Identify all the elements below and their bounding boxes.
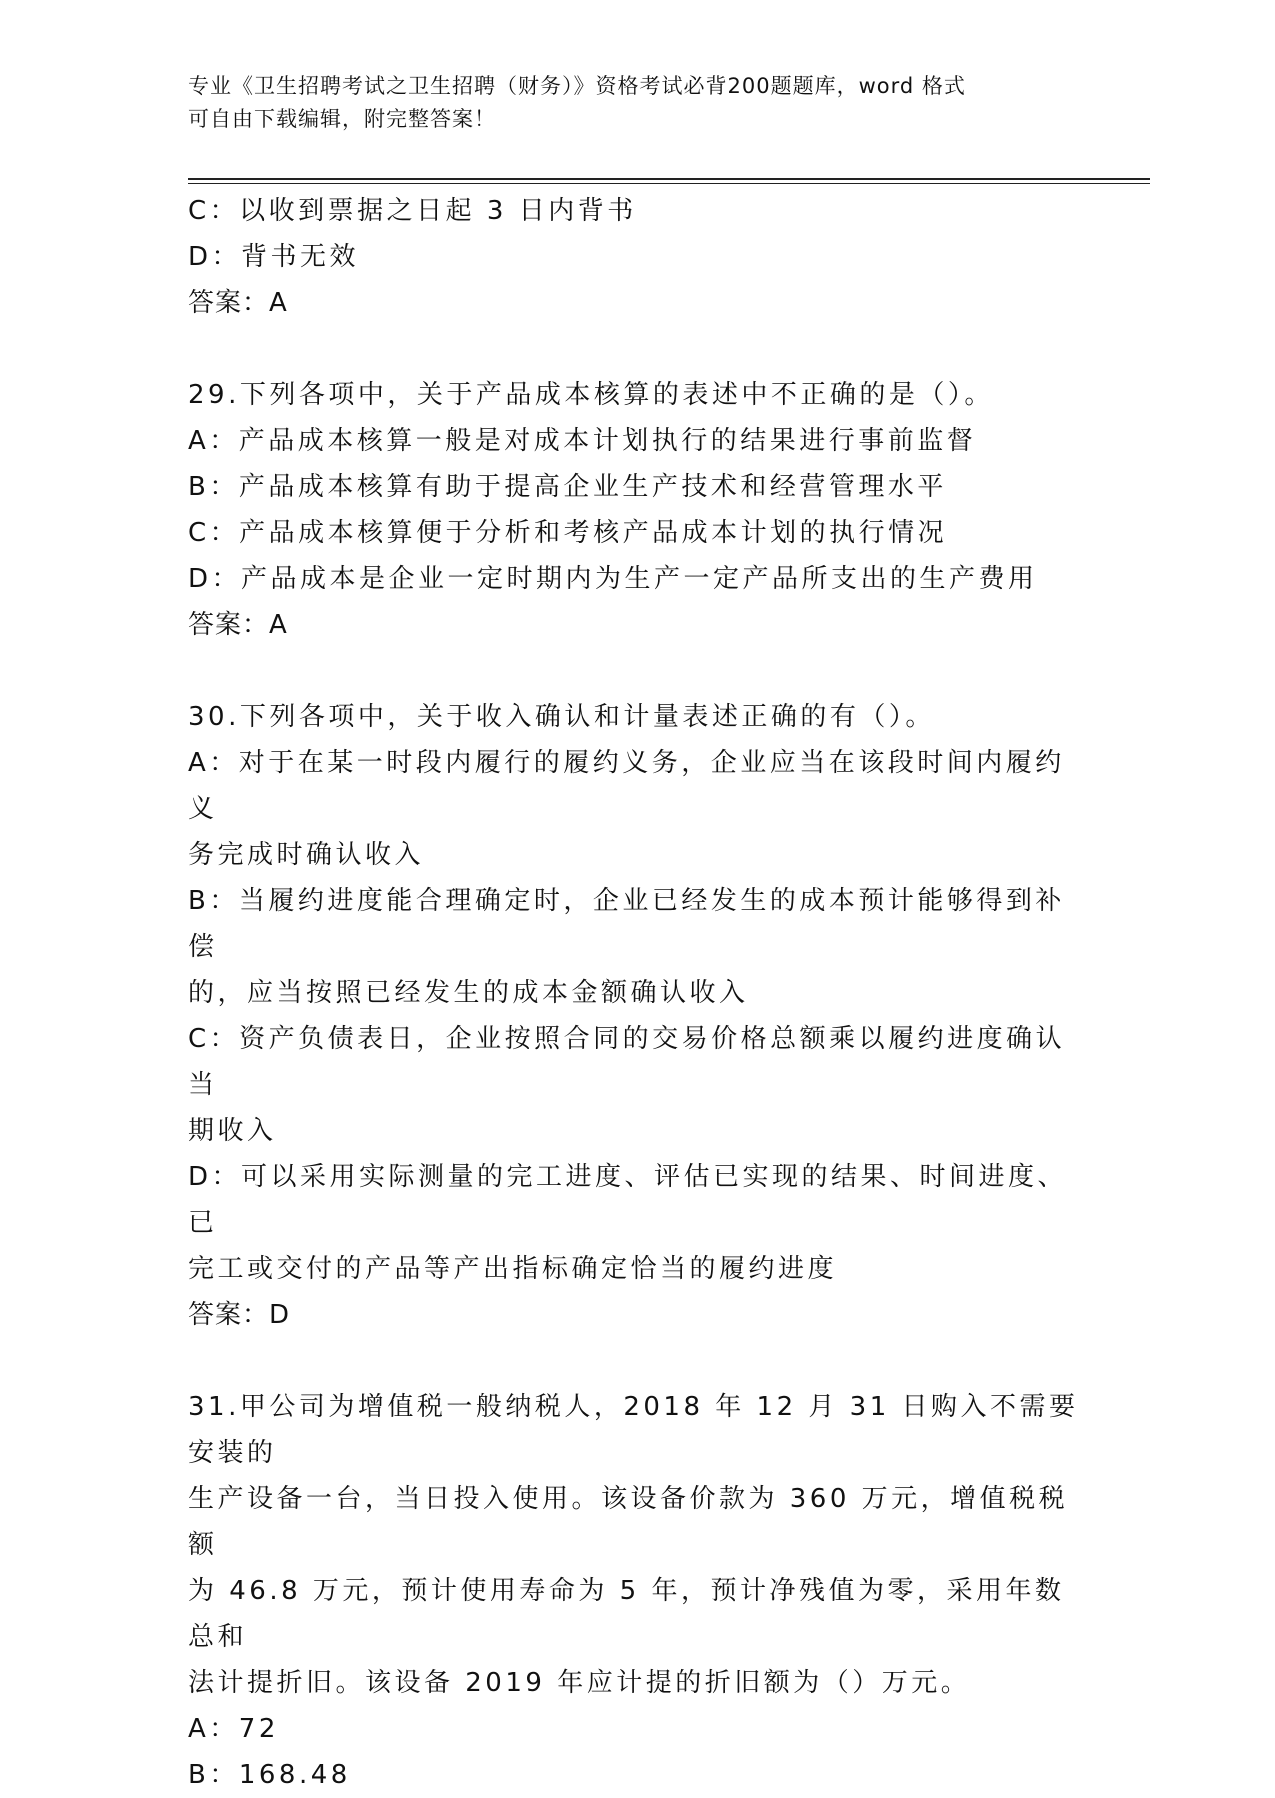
question-29-stem: 29.下列各项中，关于产品成本核算的表述中不正确的是（）。 <box>188 380 994 410</box>
question-28-answer: 答案：A <box>188 288 288 318</box>
question-30-option-c-line1: C：资产负债表日，企业按照合同的交易价格总额乘以履约进度确认当 <box>188 1024 1066 1100</box>
question-30-option-c-line2: 期收入 <box>188 1116 277 1146</box>
question-31-stem-line2: 生产设备一台，当日投入使用。该设备价款为 360 万元，增值税税额 <box>188 1484 1069 1560</box>
question-31-option-a: A：72 <box>188 1714 279 1744</box>
question-29 <box>188 372 1088 648</box>
question-30-option-d-line1: D：可以采用实际测量的完工进度、评估已实现的结果、时间进度、已 <box>188 1162 1068 1238</box>
question-30-option-b-line1: B：当履约进度能合理确定时，企业已经发生的成本预计能够得到补偿 <box>188 886 1065 962</box>
question-28-option-d: D：背书无效 <box>188 242 360 272</box>
header-divider-thin <box>188 183 1150 184</box>
question-30-option-b-line2: 的，应当按照已经发生的成本金额确认收入 <box>188 978 749 1008</box>
spacer <box>188 1338 1088 1384</box>
question-31-option-b: B：168.48 <box>188 1760 351 1790</box>
question-29-option-a: A：产品成本核算一般是对成本计划执行的结果进行事前监督 <box>188 426 977 456</box>
question-29-option-b: B：产品成本核算有助于提高企业生产技术和经营管理水平 <box>188 472 947 502</box>
header-title-line2: 可自由下载编辑，附完整答案！ <box>188 107 496 131</box>
question-list <box>188 188 1088 1798</box>
spacer <box>188 326 1088 372</box>
header-divider-thick <box>188 178 1150 180</box>
spacer <box>188 648 1088 694</box>
question-31-stem-line4: 法计提折旧。该设备 2019 年应计提的折旧额为（）万元。 <box>188 1668 971 1698</box>
question-29-answer: 答案：A <box>188 610 288 640</box>
question-31 <box>188 1384 1088 1798</box>
question-30-answer: 答案：D <box>188 1300 291 1330</box>
question-28-option-c: C：以收到票据之日起 3 日内背书 <box>188 196 637 226</box>
question-31-stem-line1: 31.甲公司为增值税一般纳税人，2018 年 12 月 31 日购入不需要安装的 <box>188 1392 1079 1468</box>
question-30-option-a-line2: 务完成时确认收入 <box>188 840 425 870</box>
question-30-option-d-line2: 完工或交付的产品等产出指标确定恰当的履约进度 <box>188 1254 838 1284</box>
header-title-line1: 专业《卫生招聘考试之卫生招聘（财务）》资格考试必背200题题库，word 格式 <box>188 74 966 98</box>
question-29-option-c: C：产品成本核算便于分析和考核产品成本计划的执行情况 <box>188 518 948 548</box>
question-31-stem-line3: 为 46.8 万元，预计使用寿命为 5 年，预计净残值为零，采用年数总和 <box>188 1576 1065 1652</box>
question-30 <box>188 694 1088 1338</box>
question-29-option-d: D：产品成本是企业一定时期内为生产一定产品所支出的生产费用 <box>188 564 1038 594</box>
question-30-option-a-line1: A：对于在某一时段内履行的履约义务，企业应当在该段时间内履约义 <box>188 748 1065 824</box>
document-header <box>188 70 1068 136</box>
question-30-stem: 30.下列各项中，关于收入确认和计量表述正确的有（）。 <box>188 702 935 732</box>
question-28-tail <box>188 188 1088 326</box>
